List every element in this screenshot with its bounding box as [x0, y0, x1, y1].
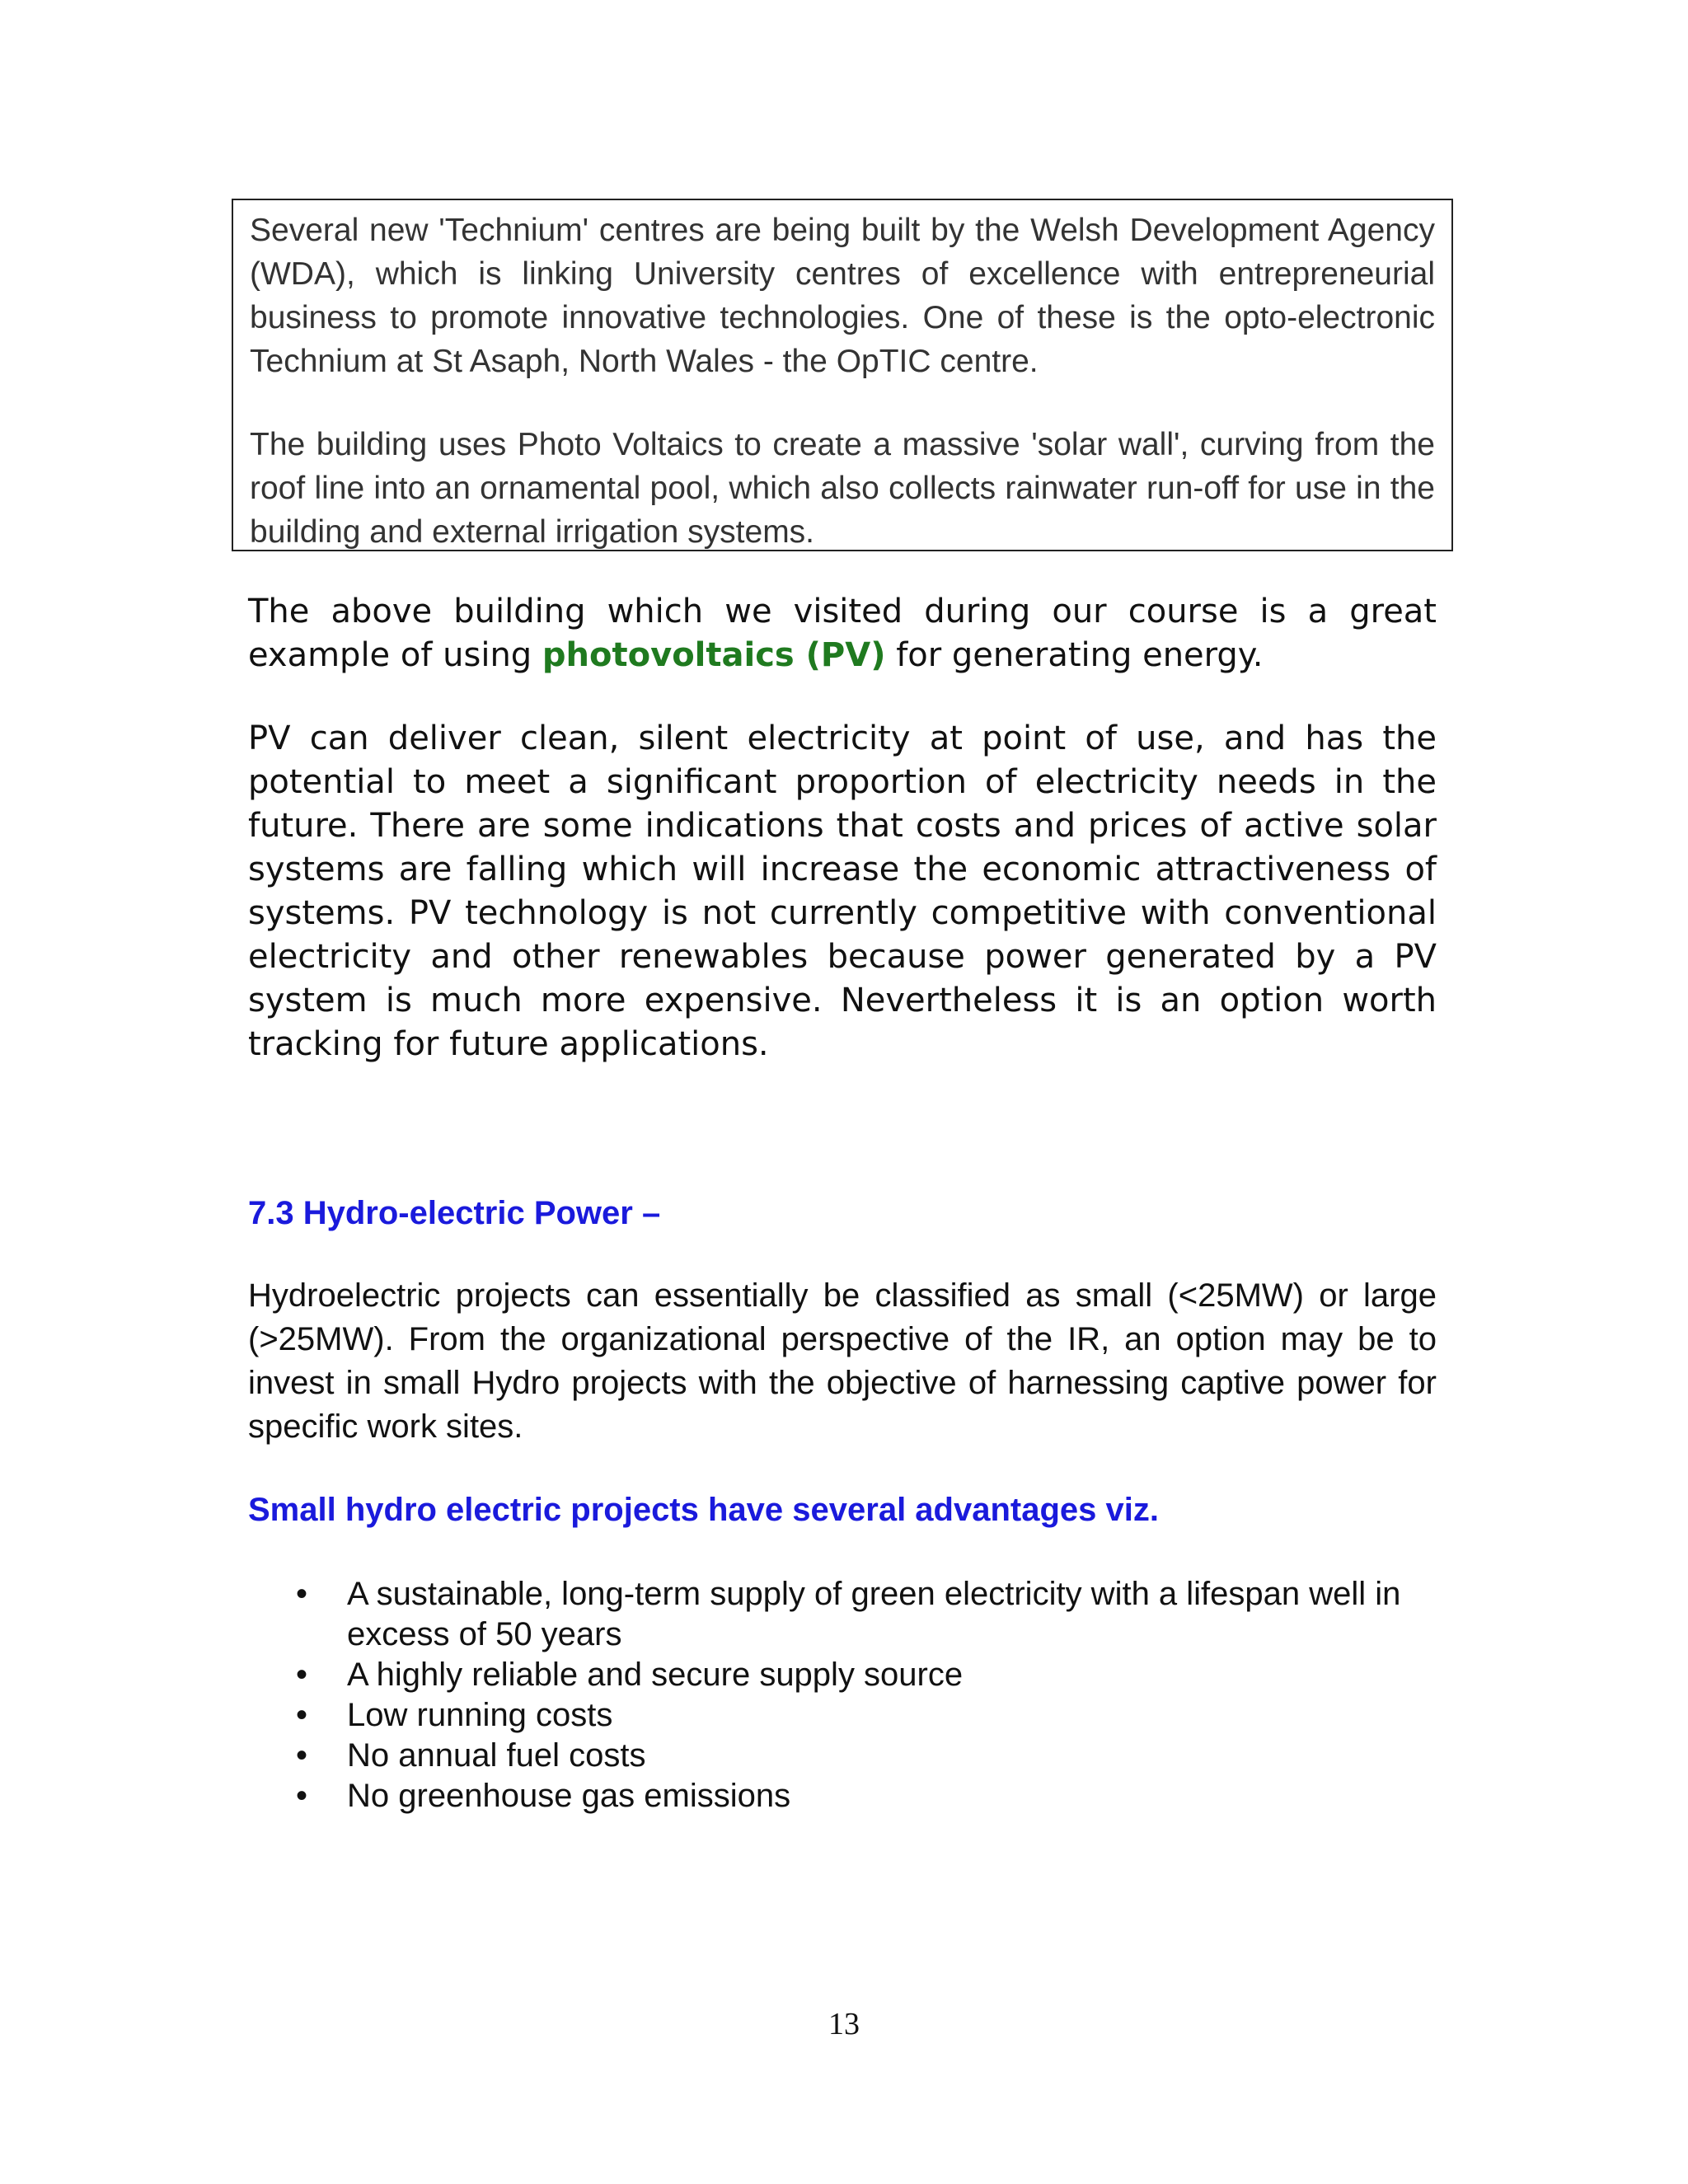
pv-intro-after: for generating energy. — [885, 636, 1264, 674]
bullet-icon: • — [296, 1697, 308, 1733]
technium-info-box — [232, 199, 1453, 551]
bullet-icon: • — [296, 1576, 308, 1612]
box-paragraph-technium: Several new 'Technium' centres are being built by the Welsh Development Agency (WDA), which is linking University centres of excellence with entrepreneurial business to promote innovative technologies. One of these is the opto-electronic Technium at St Asaph, North Wales - the OpTIC centre. — [250, 213, 1435, 379]
list-item — [248, 1776, 1437, 1816]
list-item — [248, 1574, 1437, 1655]
bullet-icon: • — [296, 1657, 308, 1693]
bullet-icon: • — [296, 1778, 308, 1814]
list-item — [248, 1655, 1437, 1695]
list-item-text: No annual fuel costs — [347, 1737, 646, 1774]
list-item — [248, 1695, 1437, 1736]
list-item-text: A highly reliable and secure supply source — [347, 1657, 964, 1693]
hydro-paragraph: Hydroelectric projects can essentially be classified as small (<25MW) or large (>25MW). From the organizational perspective of the IR, an option may be to invest in small Hydro projects with the objective of harnessing captive power for specific work sites. — [248, 1277, 1437, 1445]
advantages-heading: Small hydro electric projects have several advantages viz. — [248, 1492, 1159, 1528]
list-item-text: No greenhouse gas emissions — [347, 1778, 791, 1814]
bullet-icon: • — [296, 1737, 308, 1774]
list-item-text: Low running costs — [347, 1697, 613, 1733]
box-paragraph-solar-wall: The building uses Photo Voltaics to create a massive 'solar wall', curving from the roof line into an ornamental pool, which also collects rainwater run-off for use in the building and external irrigation systems. — [250, 427, 1435, 550]
section-heading-hydro: 7.3 Hydro-electric Power – — [248, 1195, 661, 1231]
pv-description-paragraph: PV can deliver clean, silent electricity at point of use, and has the potential to meet a significant proportion of electricity needs in the future. There are some indications that costs and prices of active solar systems are falling which will increase the economic attractiveness of systems. PV technology is not currently competitive with conventional electricity and other renewables because power generated by a PV system is much more expensive. Nevertheless it is an option worth tracking for future applications. — [248, 719, 1437, 1063]
pv-intro-before: The above building which we visited during our course is a great example of using — [248, 593, 1437, 674]
page-number: 13 — [828, 2007, 860, 2041]
list-item-text: A sustainable, long-term supply of green electricity with a lifespan well in excess of 50 years — [347, 1576, 1401, 1652]
pv-intro-paragraph — [248, 590, 1437, 677]
list-item — [248, 1736, 1437, 1776]
pv-term-highlight: photovoltaics (PV) — [542, 636, 886, 674]
advantages-list — [248, 1574, 1437, 1816]
